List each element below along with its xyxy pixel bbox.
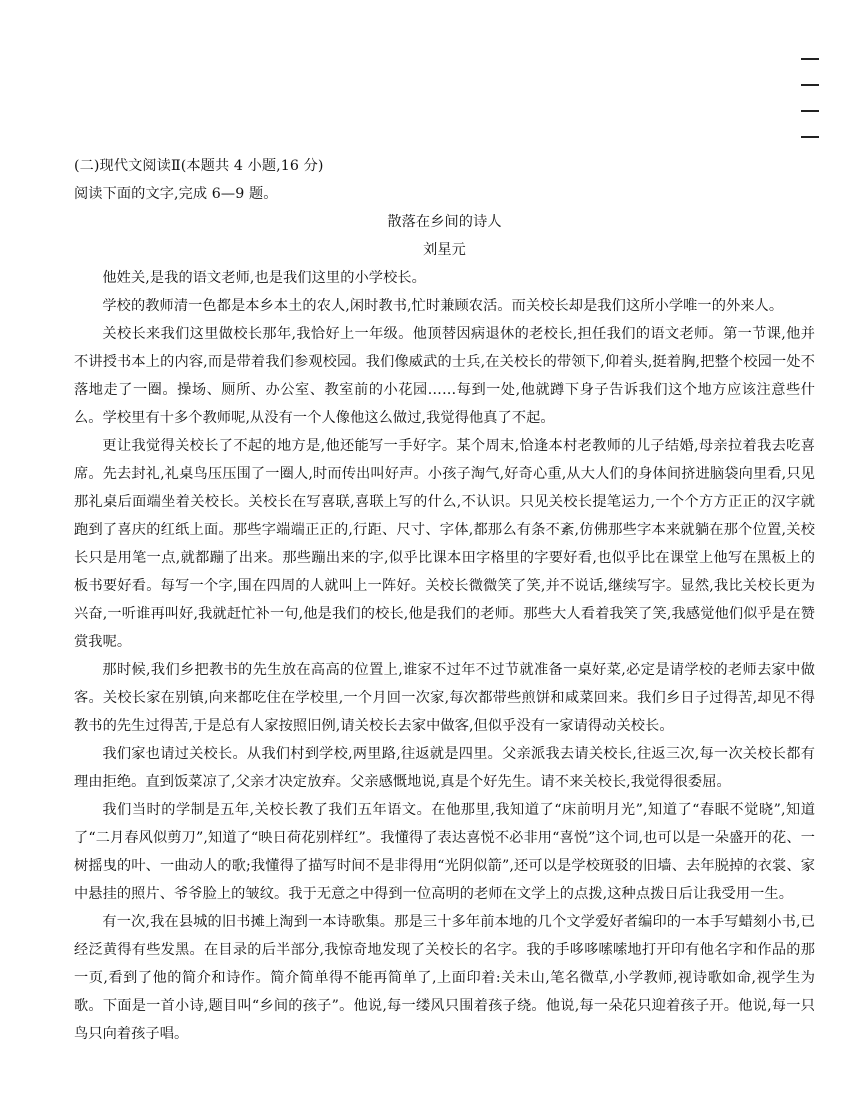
paragraph-7: 我们当时的学制是五年,关校长教了我们五年语文。在他那里,我知道了“床前明月光”,知道了“春眠不觉晓”,知道了“二月春风似剪刀”,知道了“映日荷花别样红”。我懂得了表达喜悦不必非用“喜悦”这个词,也可以是一朵盛开的花、一树摇曳的叶、一曲动人的歌;我懂得了描写时间不是非得用“光阴似箭”,还可以是学校斑驳的旧墙、去年脱掉的衣裳、家中悬挂的照片、爷爷脸上的皱纹。我于无意之中得到一位高明的老师在文学上的点拨,这种点拨日后让我受用一生。 (74, 802, 815, 902)
margin-marks (801, 58, 819, 162)
paragraph-4: 更让我觉得关校长了不起的地方是,他还能写一手好字。某个周末,恰逢本村老教师的儿子结婚,母亲拉着我去吃喜席。先去封礼,礼桌鸟压压围了一圈人,时而传出叫好声。小孩子淘气,好奇心重,从大人们的身体间挤进脑袋向里看,只见那礼桌后面端坐着关校长。关校长在写喜联,喜联上写的什么,不认识。只见关校长提笔运力,一个个方方正正的汉字就跑到了喜庆的红纸上面。那些字端端正正的,行距、尺寸、字体,都那么有条不紊,仿佛那些字本来就躺在那个位置,关校长只是用笔一点,就都蹦了出来。那些蹦出来的字,似乎比课本田字格里的字要好看,也似乎比在课堂上他写在黑板上的板书要好看。每写一个字,围在四周的人就叫上一阵好。关校长微微笑了笑,并不说话,继续写字。显然,我比关校长更为兴奋,一听谁再叫好,我就赶忙补一句,他是我们的校长,他是我们的老师。那些大人看着我笑了笑,我感觉他们似乎是在赞赏我呢。 (74, 438, 815, 650)
paragraph-1: 他姓关,是我的语文老师,也是我们这里的小学校长。 (102, 270, 426, 286)
paragraph-5: 那时候,我们乡把教书的先生放在高高的位置上,谁家不过年不过节就准备一桌好菜,必定是请学校的老师去家中做客。关校长家在别镇,向来都吃住在学校里,一个月回一次家,每次都带些煎饼和咸菜回来。我们乡日子过得苦,却见不得教书的先生过得苦,于是总有人家按照旧例,请关校长去家中做客,但似乎没有一家请得动关校长。 (74, 662, 815, 734)
article-title: 散落在乡间的诗人 (387, 214, 502, 230)
reading-instruction: 阅读下面的文字,完成 6—9 题。 (74, 186, 278, 202)
margin-mark (801, 84, 819, 86)
paragraph-3: 关校长来我们这里做校长那年,我恰好上一年级。他顶替因病退休的老校长,担任我们的语文老师。第一节课,他并不讲授书本上的内容,而是带着我们参观校园。我们像威武的士兵,在关校长的带领下,仰着头,挺着胸,把整个校园一处不落地走了一圈。操场、厕所、办公室、教室前的小花园……每到一处,他就蹲下身子告诉我们这个地方应该注意些什么。学校里有十多个教师呢,从没有一个人像他这么做过,我觉得他真了不起。 (74, 326, 815, 426)
document-page (74, 152, 815, 1048)
margin-mark (801, 110, 819, 112)
paragraph-6: 我们家也请过关校长。从我们村到学校,两里路,往返就是四里。父亲派我去请关校长,往返三次,每一次关校长都有理由拒绝。直到饭菜凉了,父亲才决定放弃。父亲感慨地说,真是个好先生。请不来关校长,我觉得很委屈。 (74, 746, 815, 790)
paragraph-2: 学校的教师清一色都是本乡本土的农人,闲时教书,忙时兼顾农活。而关校长却是我们这所小学唯一的外来人。 (102, 298, 784, 314)
article-author: 刘星元 (423, 242, 466, 258)
margin-mark (801, 136, 819, 138)
section-title: (二)现代文阅读Ⅱ(本题共 4 小题,16 分) (74, 158, 324, 174)
margin-mark (801, 58, 819, 60)
paragraph-8: 有一次,我在县城的旧书摊上淘到一本诗歌集。那是三十多年前本地的几个文学爱好者编印的一本手写蜡刻小书,已经泛黄得有些发黑。在目录的后半部分,我惊奇地发现了关校长的名字。我的手哆哆嗦嗦地打开印有他名字和作品的那一页,看到了他的简介和诗作。简介简单得不能再简单了,上面印着:关未山,笔名微草,小学教师,视诗歌如命,视学生为歌。下面是一首小诗,题目叫“乡间的孩子”。他说,每一缕风只围着孩子绕。他说,每一朵花只迎着孩子开。他说,每一只鸟只向着孩子唱。 (74, 914, 815, 1042)
